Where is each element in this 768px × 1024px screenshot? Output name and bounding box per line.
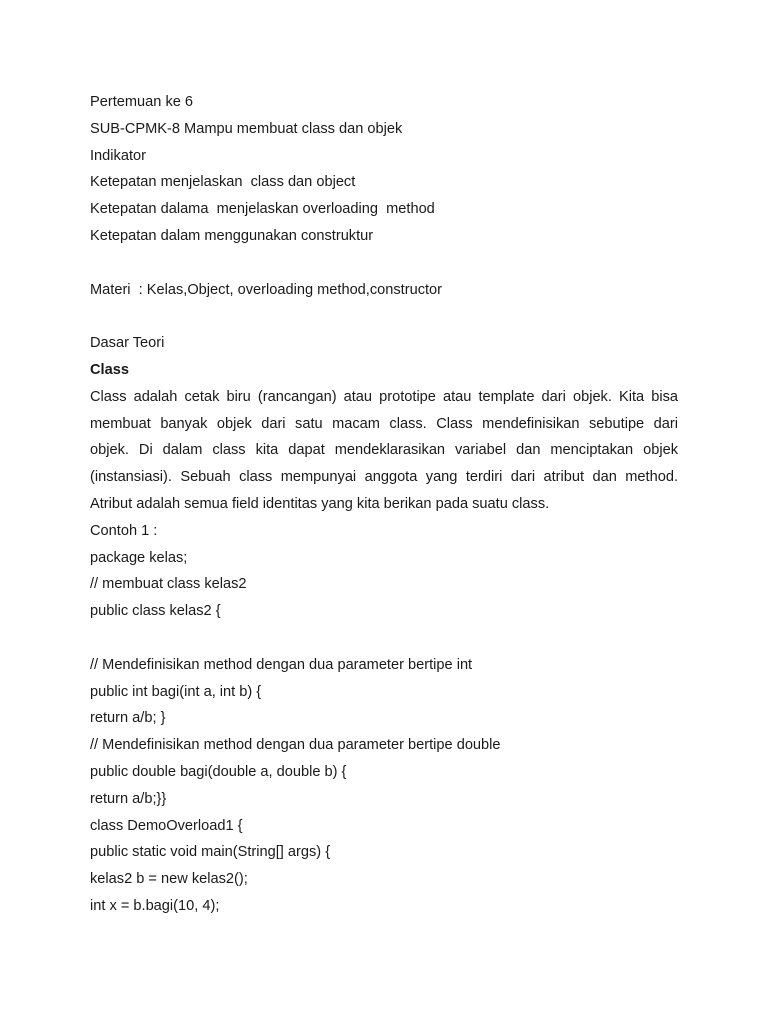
dasar-teori-heading: Dasar Teori — [90, 335, 165, 352]
meeting-title: Pertemuan ke 6 — [90, 94, 194, 110]
code-line: public int bagi(int a, int b) { — [90, 683, 262, 700]
code-line: kelas2 b = new kelas2(); — [90, 871, 248, 888]
class-heading: Class — [90, 361, 129, 378]
code-line: // Mendefinisikan method dengan dua parameter bertipe double — [90, 737, 501, 754]
indicator-item: Ketepatan dalam menggunakan construktur — [90, 227, 374, 244]
materi-line: Materi : Kelas,Object, overloading method,constructor — [90, 281, 443, 298]
code-line: int x = b.bagi(10, 4); — [90, 897, 220, 914]
code-line: package kelas; — [90, 549, 188, 566]
indicator-item: Ketepatan dalama menjelaskan overloading method — [90, 201, 435, 218]
example-label: Contoh 1 : — [90, 522, 158, 539]
spacer — [90, 625, 678, 652]
sub-cpmk-title: SUB-CPMK-8 Mampu membuat class dan objek — [90, 120, 403, 137]
code-line: // Mendefinisikan method dengan dua parameter bertipe int — [90, 656, 473, 673]
paragraph-line: (instansiasi). Sebuah class mempunyai anggota yang terdiri dari atribut dan method. — [90, 469, 678, 486]
indicator-label: Indikator — [90, 147, 146, 164]
code-line: public class kelas2 { — [90, 603, 221, 620]
paragraph-line: Class adalah cetak biru (rancangan) atau prototipe atau template dari objek. Kita bisa — [90, 388, 678, 405]
code-line: return a/b; } — [90, 710, 166, 727]
code-line: // membuat class kelas2 — [90, 576, 247, 593]
code-line: public static void main(String[] args) { — [90, 844, 331, 861]
paragraph-line: objek. Di dalam class kita dapat mendeklarasikan variabel dan menciptakan objek — [90, 442, 678, 459]
paragraph-line: membuat banyak objek dari satu macam class. Class mendefinisikan sebutipe dari — [90, 415, 678, 432]
paragraph-line: Atribut adalah semua field identitas yang kita berikan pada suatu class. — [90, 495, 550, 512]
code-line: return a/b;}} — [90, 790, 167, 807]
code-line: public double bagi(double a, double b) { — [90, 763, 347, 780]
spacer — [90, 303, 678, 330]
spacer — [90, 250, 678, 277]
code-line: class DemoOverload1 { — [90, 817, 243, 834]
indicator-item: Ketepatan menjelaskan class dan object — [90, 174, 356, 191]
document-content — [90, 89, 678, 920]
